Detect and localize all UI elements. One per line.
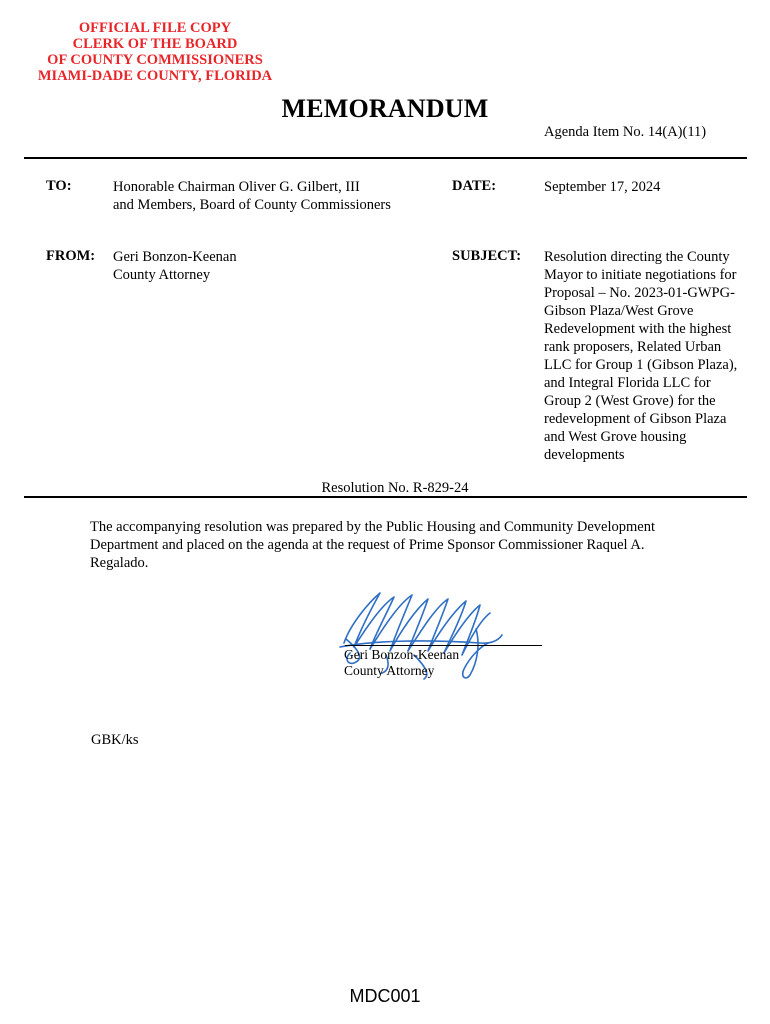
body-line: The accompanying resolution was prepared by the Public Housing and Community Development	[90, 519, 655, 535]
subject-line: and Integral Florida LLC for	[544, 375, 711, 391]
subject-line: Group 2 (West Grove) for the	[544, 393, 716, 409]
body-line: Department and placed on the agenda at the request of Prime Sponsor Commissioner Raquel A.	[90, 537, 645, 553]
subject-line: redevelopment of Gibson Plaza	[544, 411, 727, 427]
header-divider	[24, 157, 747, 159]
stamp-line: CLERK OF THE BOARD	[72, 36, 238, 52]
subject-text	[544, 248, 737, 464]
to-recipient	[113, 178, 391, 214]
signer-name: Geri Bonzon-Keenan	[344, 647, 460, 662]
from-sender	[113, 248, 237, 284]
stamp-line: OF COUNTY COMMISSIONERS	[47, 52, 263, 68]
from-label: FROM:	[46, 248, 96, 264]
date-label: DATE:	[452, 178, 497, 194]
signer-title: County Attorney	[344, 663, 435, 678]
body-line: Regalado.	[90, 555, 149, 571]
resolution-divider	[24, 496, 747, 498]
stamp-line: MIAMI-DADE COUNTY, FLORIDA	[37, 68, 273, 84]
to-label: TO:	[46, 178, 72, 194]
memo-body-paragraph	[90, 518, 700, 572]
subject-line: Redevelopment with the highest	[544, 321, 732, 337]
from-line: County Attorney	[113, 267, 211, 283]
official-file-copy-stamp	[20, 20, 290, 84]
signer-block	[344, 647, 459, 679]
subject-line: Gibson Plaza/West Grove	[544, 303, 694, 319]
typist-initials: GBK/ks	[91, 732, 139, 748]
date-value: September 17, 2024	[544, 179, 661, 195]
agenda-item-number: Agenda Item No. 14(A)(11)	[544, 124, 707, 140]
subject-line: developments	[544, 447, 625, 463]
subject-line: Resolution directing the County	[544, 249, 730, 265]
to-line: and Members, Board of County Commissioners	[113, 197, 391, 213]
subject-line: LLC for Group 1 (Gibson Plaza),	[544, 357, 738, 373]
subject-line: Mayor to initiate negotiations for	[544, 267, 737, 283]
signature-line	[345, 645, 542, 646]
stamp-line: OFFICIAL FILE COPY	[78, 20, 232, 36]
subject-line: Proposal – No. 2023-01-GWPG-	[544, 285, 735, 301]
subject-line: rank proposers, Related Urban	[544, 339, 722, 355]
memo-title: MEMORANDUM	[281, 94, 489, 123]
from-line: Geri Bonzon-Keenan	[113, 249, 237, 265]
subject-line: and West Grove housing	[544, 429, 687, 445]
subject-label: SUBJECT:	[452, 248, 522, 264]
to-line: Honorable Chairman Oliver G. Gilbert, III	[113, 179, 360, 195]
page-footer-code: MDC001	[349, 986, 421, 1006]
resolution-number: Resolution No. R-829-24	[321, 480, 469, 496]
